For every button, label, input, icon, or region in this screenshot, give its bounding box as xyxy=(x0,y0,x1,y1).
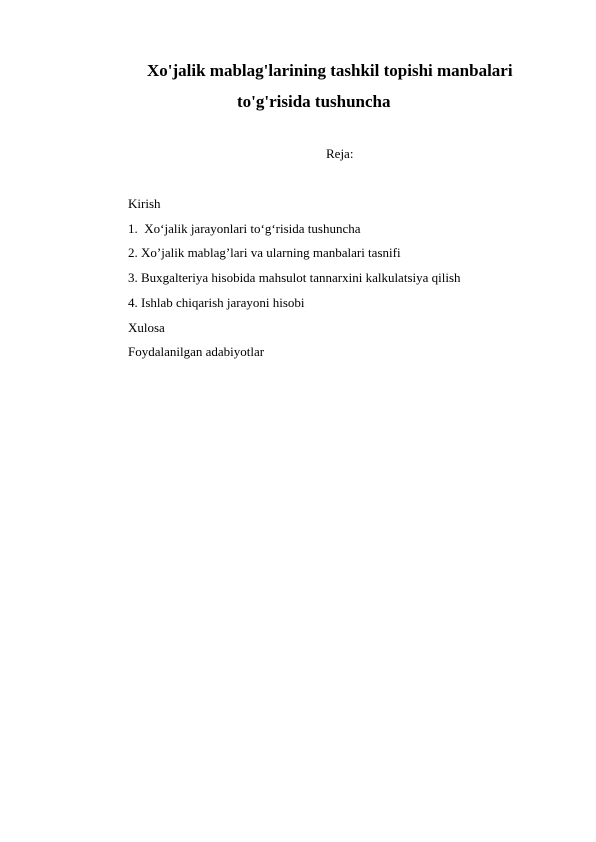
plan-heading: Reja: xyxy=(326,146,354,161)
plan-item-3: 3. Buxgalteriya hisobida mahsulot tannarxini kalkulatsiya qilish xyxy=(128,270,461,286)
plan-item-4: 4. Ishlab chiqarish jarayoni hisobi xyxy=(128,294,305,310)
plan-item-references: Foydalanilgan adabiyotlar xyxy=(128,344,265,360)
plan-item-introduction: Kirish xyxy=(128,196,161,211)
plan-item-conclusion: Xulosa xyxy=(128,319,165,335)
plan-list xyxy=(128,192,461,365)
plan-item-2: 2. Xo’jalik mablag’lari va ularning manbalari tasnifi xyxy=(128,245,401,261)
plan-item-1: 1. Xo‘jalik jarayonlari to‘g‘risida tushuncha xyxy=(128,220,361,236)
document-title-line-2: to'g'risida tushuncha xyxy=(237,92,391,111)
document-title-line-1: Xo'jalik mablag'larining tashkil topishi manbalari xyxy=(147,61,513,80)
